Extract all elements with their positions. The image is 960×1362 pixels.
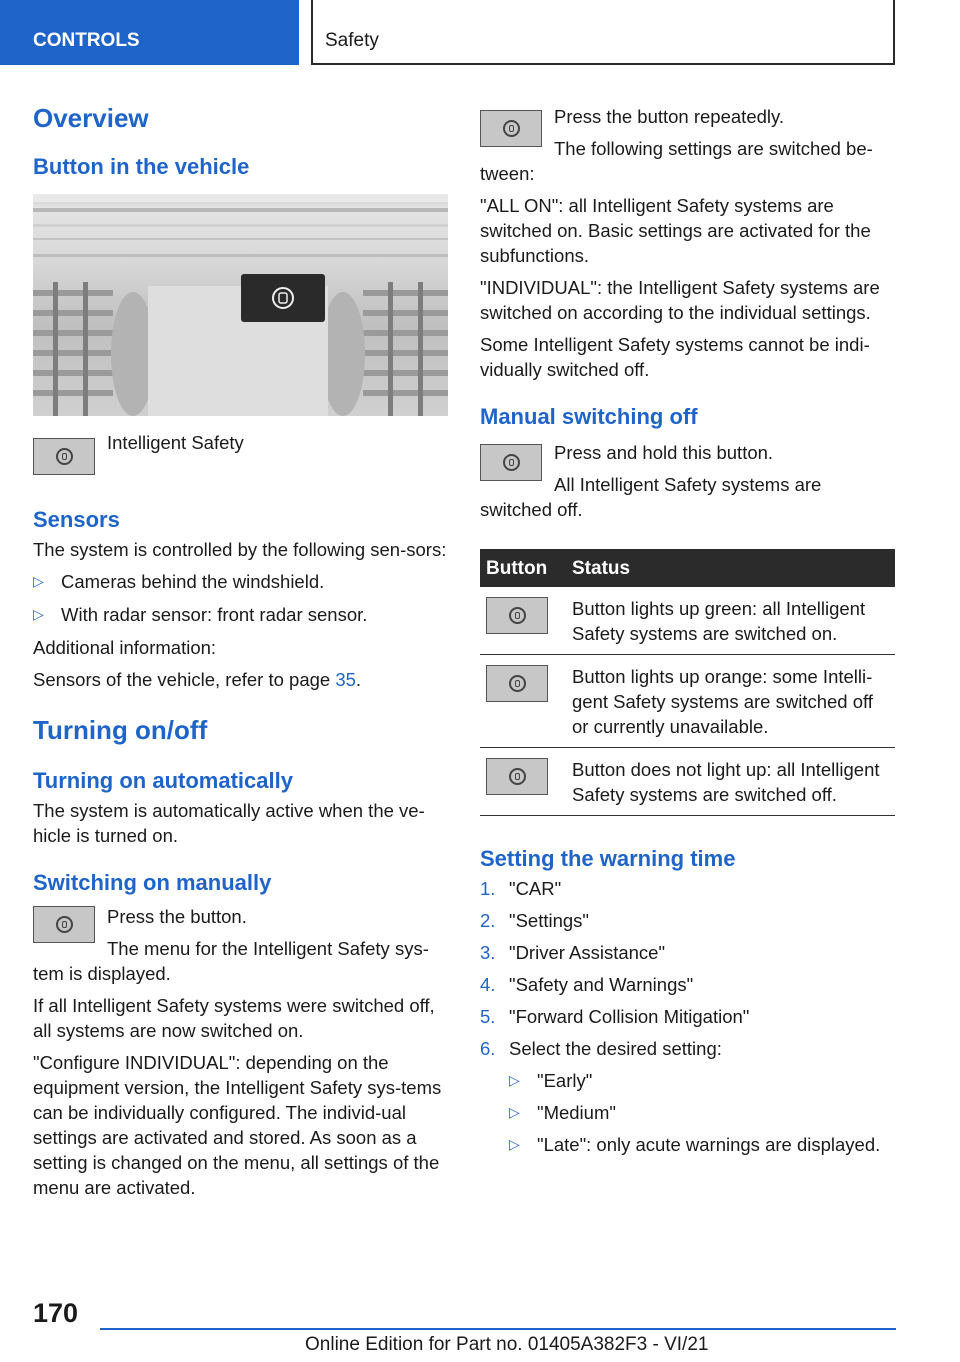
list-item: ▷ With radar sensor: front radar sensor. — [33, 604, 368, 625]
bullet-icon: ▷ — [33, 573, 44, 589]
list-item: ▷ Cameras behind the windshield. — [33, 571, 325, 592]
safety-car-icon — [503, 454, 520, 471]
repeat-step: Press the button repeatedly. — [554, 106, 785, 127]
auto-text: The system is automatically active when the ve-hicle is turned on. — [33, 800, 425, 846]
status-cell: Button lights up green: all Intelligent Safety systems are switched on. — [566, 587, 895, 655]
manual-off-result: All Intelligent Safety systems are switched off. — [480, 474, 822, 520]
button-green-icon — [486, 597, 548, 634]
safety-button-icon — [480, 110, 542, 147]
intelligent-safety-button-icon — [33, 438, 95, 475]
individual-text: "INDIVIDUAL": the Intelligent Safety systems are switched on according to the individual settings. — [480, 277, 880, 323]
table-row — [480, 587, 895, 655]
safety-car-icon — [509, 675, 526, 692]
right-column — [480, 98, 895, 1164]
safety-button-icon — [480, 444, 542, 481]
all-on-text: "ALL ON": all Intelligent Safety systems are switched on. Basic settings are activated for the subfunctions. — [480, 195, 871, 266]
step-item: 3. "Driver Assistance" — [480, 942, 666, 963]
auto-heading: Turning on automatically — [33, 768, 293, 793]
left-column — [33, 98, 448, 1207]
button-orange-icon — [486, 665, 548, 702]
column-header: Status — [566, 549, 895, 587]
page-link[interactable]: 35 — [335, 669, 356, 690]
step-item: 4. "Safety and Warnings" — [480, 974, 694, 995]
safety-car-icon — [56, 448, 73, 465]
sensors-heading: Sensors — [33, 507, 120, 532]
table-row — [480, 655, 895, 748]
option-item: ▷ "Medium" — [509, 1102, 616, 1123]
repeat-result: The following settings are switched be-tween: — [480, 138, 873, 184]
manual-on-result: The menu for the Intelligent Safety sys-tem is displayed. — [33, 938, 429, 984]
additional-info: Additional information: — [33, 637, 217, 658]
manual-on-p1: If all Intelligent Safety systems were switched off, all systems are now switched on. — [33, 995, 435, 1041]
sensors-intro: The system is controlled by the following sen-sors: — [33, 539, 447, 560]
safety-car-icon — [509, 607, 526, 624]
table-header-row — [480, 549, 895, 587]
step-item: 6. Select the desired setting: — [480, 1038, 722, 1059]
status-cell: Button lights up orange: some Intelli-gent Safety systems are switched off or currently unavailable. — [566, 655, 895, 748]
button-in-vehicle-heading: Button in the vehicle — [33, 154, 250, 179]
manual-off-heading: Manual switching off — [480, 404, 698, 429]
bullet-icon: ▷ — [509, 1104, 520, 1120]
cannot-off-text: Some Intelligent Safety systems cannot be indi-vidually switched off. — [480, 334, 870, 380]
status-table — [480, 549, 895, 816]
manual-on-heading: Switching on manually — [33, 870, 272, 895]
safety-car-icon — [56, 916, 73, 933]
button-off-icon — [486, 758, 548, 795]
button-label: Intelligent Safety — [107, 432, 244, 453]
safety-car-icon — [503, 120, 520, 137]
manual-on-p2: "Configure INDIVIDUAL": depending on the equipment version, the Intelligent Safety sys-tems can be individually configured. The individ-ual settings are activated and stored. As soon as a setting is changed on the menu, all settings of the menu are activated. — [33, 1052, 442, 1198]
overview-title: Overview — [33, 103, 149, 133]
chapter-title: Safety — [311, 0, 895, 65]
page-number: 170 — [33, 1298, 79, 1328]
safety-car-icon — [509, 768, 526, 785]
manual-on-step: Press the button. — [107, 906, 247, 927]
footer-divider — [100, 1328, 896, 1330]
turning-title: Turning on/off — [33, 715, 208, 745]
sensors-reference: Sensors of the vehicle, refer to page 35. — [33, 669, 362, 690]
manual-off-step: Press and hold this button. — [554, 442, 774, 463]
vehicle-button-photo — [33, 194, 448, 416]
bullet-icon: ▷ — [509, 1072, 520, 1088]
option-item: ▷ "Late": only acute warnings are displayed. — [509, 1134, 881, 1155]
bullet-icon: ▷ — [33, 606, 44, 622]
status-cell: Button does not light up: all Intelligent Safety systems are switched off. — [566, 748, 895, 816]
safety-button-icon — [33, 906, 95, 943]
warning-time-heading: Setting the warning time — [480, 846, 736, 871]
step-item: 5. "Forward Collision Mitigation" — [480, 1006, 750, 1027]
step-item: 1. "CAR" — [480, 878, 562, 899]
dashboard-vents-illustration — [33, 194, 448, 416]
column-header: Button — [480, 549, 566, 587]
step-item: 2. "Settings" — [480, 910, 589, 931]
table-row — [480, 748, 895, 816]
option-item: ▷ "Early" — [509, 1070, 593, 1091]
bullet-icon: ▷ — [509, 1136, 520, 1152]
edition-text: Online Edition for Part no. 01405A382F3 - VI/21 — [305, 1334, 709, 1355]
section-tab: CONTROLS — [0, 0, 299, 65]
